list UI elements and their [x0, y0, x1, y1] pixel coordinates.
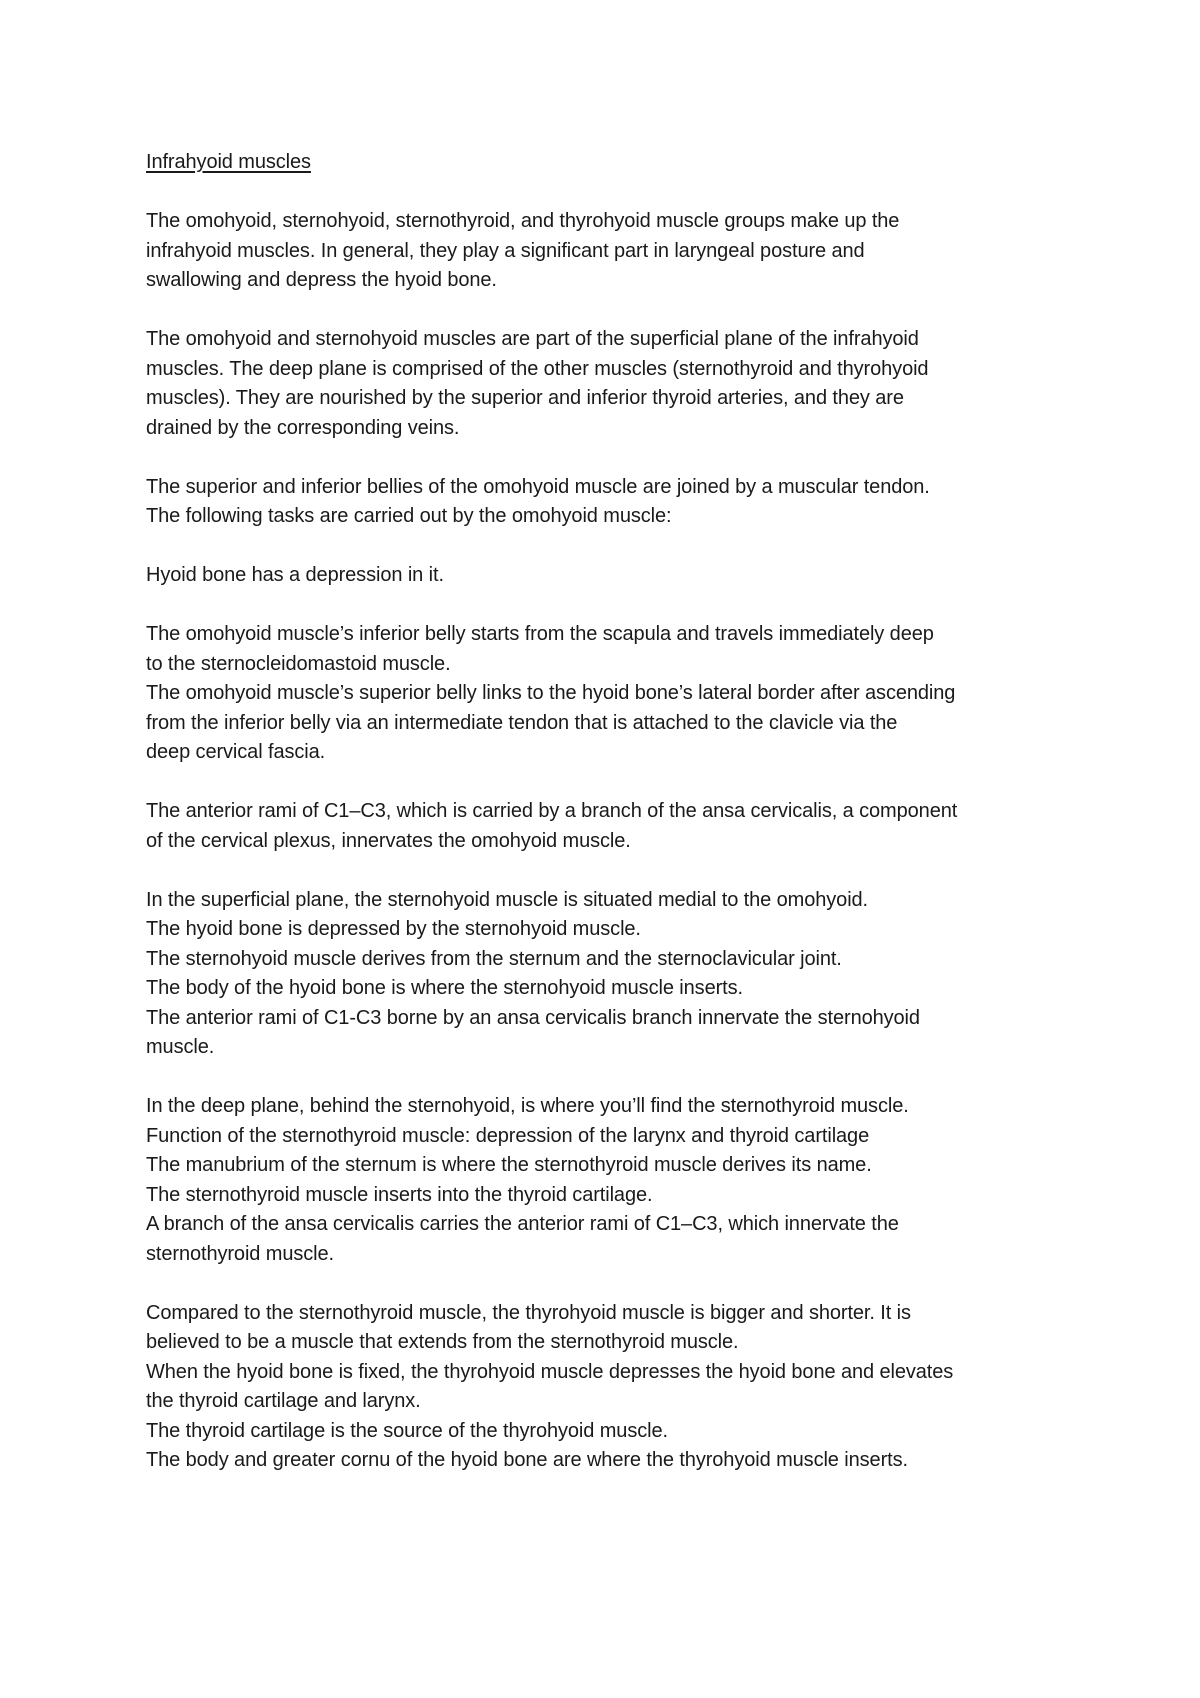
paragraph-omohyoid-function: Hyoid bone has a depression in it. [146, 564, 444, 586]
paragraph-intro: The omohyoid, sternohyoid, sternothyroid, and thyrohyoid muscle groups make up the infrahyoid muscles. In general, they play a significant part in laryngeal posture and swallowing and depress the hyoid bone. [146, 210, 900, 291]
paragraph-sternothyroid: In the deep plane, behind the sternohyoid, is where you’ll find the sternothyroid muscle. Function of the sternothyroid muscle: depression of the larynx and thyroid cartilage The manubrium of the sternum is where the sternothyroid muscle derives its name. The sternothyroid muscle inserts into the thyroid cartilage. A branch of the ansa cervicalis carries the anterior rami of C1–C3, which innervate the sternothyroid muscle. [146, 1095, 909, 1265]
paragraph-planes: The omohyoid and sternohyoid muscles are part of the superficial plane of the infrahyoid muscles. The deep plane is comprised of the other muscles (sternothyroid and thyrohyoid muscles). They are nourished by the superior and inferior thyroid arteries, and they are drained by the corresponding veins. [146, 328, 929, 439]
paragraph-omohyoid-anatomy: The omohyoid muscle’s inferior belly starts from the scapula and travels immediately deep to the sternocleidomastoid muscle. The omohyoid muscle’s superior belly links to the hyoid bone’s lateral border after ascending from the inferior belly via an intermediate tendon that is attached to the clavicle via the deep cervical fascia. [146, 623, 956, 763]
document-title: Infrahyoid muscles [146, 151, 311, 173]
paragraph-thyrohyoid: Compared to the sternothyroid muscle, the thyrohyoid muscle is bigger and shorter. It is believed to be a muscle that extends from the sternothyroid muscle. When the hyoid bone is fixed, the thyrohyoid muscle depresses the hyoid bone and elevates the thyroid cartilage and larynx. The thyroid cartilage is the source of the thyrohyoid muscle. The body and greater cornu of the hyoid bone are where the thyrohyoid muscle inserts. [146, 1301, 954, 1471]
paragraph-omohyoid-bellies: The superior and inferior bellies of the omohyoid muscle are joined by a muscular tendon. The following tasks are carried out by the omohyoid muscle: [146, 475, 930, 527]
paragraph-omohyoid-innervation: The anterior rami of C1–C3, which is carried by a branch of the ansa cervicalis, a component of the cervical plexus, innervates the omohyoid muscle. [146, 800, 958, 852]
paragraph-sternohyoid: In the superficial plane, the sternohyoid muscle is situated medial to the omohyoid. The hyoid bone is depressed by the sternohyoid muscle. The sternohyoid muscle derives from the sternum and the sternoclavicular joint. The body of the hyoid bone is where the sternohyoid muscle inserts. The anterior rami of C1-C3 borne by an ansa cervicalis branch innervate the sternohyoid muscle. [146, 888, 920, 1058]
